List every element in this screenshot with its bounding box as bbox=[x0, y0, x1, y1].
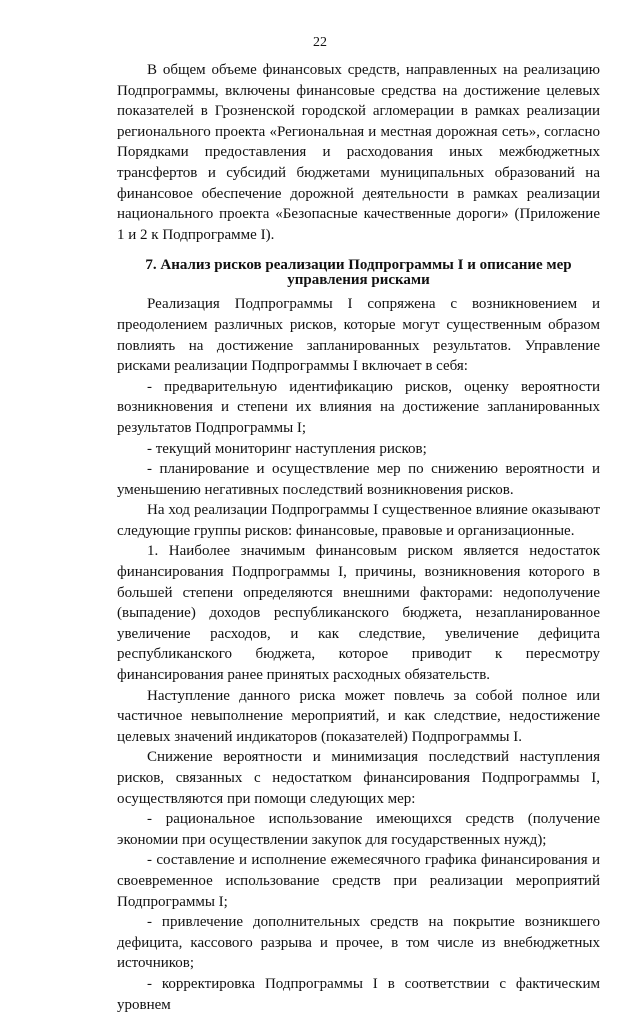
list-item-identification: - предварительную идентификацию рисков, оценку вероятности возникновения и степени их влияния на достижение запланированных результатов Подпрограммы I; bbox=[117, 378, 600, 436]
intro-paragraph: В общем объеме финансовых средств, направленных на реализацию Подпрограммы, включены финансовые средства на достижение целевых показателей в Грозненской городской агломерации в рамках реализации регионального проекта «Региональная и местная дорожная сеть», согласно Порядками предоставления и расходования иных межбюджетных трансфертов и субсидий бюджетами муниципальных образований на финансовое обеспечение дорожной деятельности в рамках реализации национального проекта «Безопасные качественные дороги» (Приложение 1 и 2 к Подпрограмме I). bbox=[117, 62, 600, 243]
page-content bbox=[117, 60, 600, 1015]
list-item-rational-use: - рациональное использование имеющихся средств (получение экономии при осуществлении закупок для государственных нужд); bbox=[117, 811, 600, 848]
paragraph-risk-consequence: Наступление данного риска может повлечь за собой полное или частичное невыполнение мероприятий, и как следствие, недостижение целевых значений индикаторов (показателей) Подпрограммы I. bbox=[117, 687, 600, 745]
page-number: 22 bbox=[313, 35, 327, 50]
list-item-monitoring: - текущий мониторинг наступления рисков; bbox=[147, 440, 427, 457]
paragraph-financial-risk: 1. Наиболее значимым финансовым риском является недостаток финансирования Подпрограммы I, причины, возникновения которого в большей степени определяются внешними факторами: недополучение (выпадение) доходов республиканского бюджета, незапланированное увеличение расходов, и как следствие, увеличение дефицита республиканского бюджета, которое приводит к пересмотру финансирования ранее принятых расходных обязательств. bbox=[117, 543, 600, 684]
list-item-monthly-schedule: - составление и исполнение ежемесячного графика финансирования и своевременное использование средств при реализации мероприятий Подпрограммы I; bbox=[117, 852, 600, 910]
paragraph-risk-mitigation: Снижение вероятности и минимизация последствий наступления рисков, связанных с недостатком финансирования Подпрограммы I, осуществляются при помощи следующих мер: bbox=[117, 749, 600, 807]
list-item-planning: - планирование и осуществление мер по снижению вероятности и уменьшению негативных последствий возникновения рисков. bbox=[117, 461, 600, 498]
paragraph-risk-groups: На ход реализации Подпрограммы I существенное влияние оказывают следующие группы рисков: финансовые, правовые и организационные. bbox=[117, 502, 600, 539]
section-heading: 7. Анализ рисков реализации Подпрограммы I и описание мер управления рисками bbox=[145, 257, 572, 289]
list-item-correction: - корректировка Подпрограммы I в соответствии с фактическим уровнем bbox=[117, 975, 600, 1013]
list-item-additional-funds: - привлечение дополнительных средств на покрытие возникшего дефицита, кассового разрыва и прочее, в том числе из внебюджетных источников; bbox=[117, 914, 600, 972]
paragraph-risks-intro: Реализация Подпрограммы I сопряжена с возникновением и преодолением различных рисков, которые могут существенным образом повлиять на достижение запланированных результатов. Управление рисками реализации Подпрограммы I включает в себя: bbox=[117, 296, 600, 375]
